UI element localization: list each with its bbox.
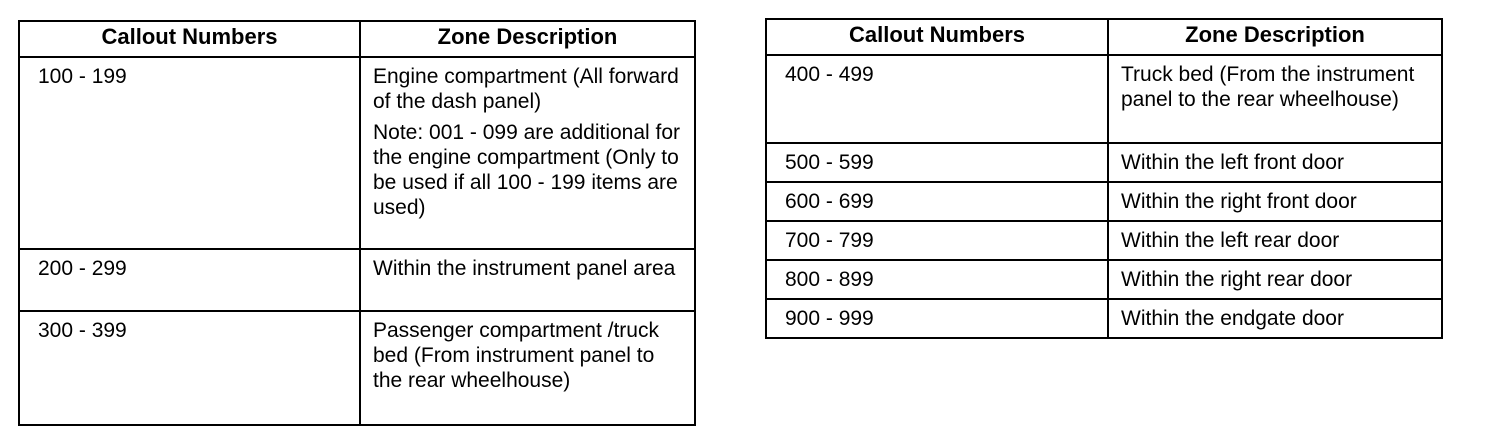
callout-range: 300 - 399 xyxy=(19,311,360,425)
table-row xyxy=(19,57,695,249)
zone-description: Truck bed (From the instrument panel to the rear wheelhouse) xyxy=(1108,55,1442,143)
header-callout-numbers: Callout Numbers xyxy=(766,19,1108,55)
callout-range: 600 - 699 xyxy=(766,182,1108,221)
callout-range: 400 - 499 xyxy=(766,55,1108,143)
zone-description: Passenger compartment /truck bed (From instrument panel to the rear wheelhouse) xyxy=(360,311,695,425)
callout-range: 200 - 299 xyxy=(19,249,360,311)
zone-description: Within the instrument panel area xyxy=(360,249,695,311)
header-callout-numbers: Callout Numbers xyxy=(19,21,360,57)
zone-table-left xyxy=(18,20,696,426)
table-row xyxy=(766,143,1442,182)
zone-description: Within the left rear door xyxy=(1108,221,1442,260)
table-row xyxy=(766,55,1442,143)
callout-range: 800 - 899 xyxy=(766,260,1108,299)
callout-range: 500 - 599 xyxy=(766,143,1108,182)
table-row xyxy=(766,182,1442,221)
header-zone-description: Zone Description xyxy=(1108,19,1442,55)
callout-range: 900 - 999 xyxy=(766,299,1108,338)
zone-description: Within the left front door xyxy=(1108,143,1442,182)
table-row xyxy=(19,249,695,311)
table-row xyxy=(766,299,1442,338)
table-row xyxy=(766,260,1442,299)
zone-description: Within the right front door xyxy=(1108,182,1442,221)
table-row xyxy=(19,311,695,425)
callout-range: 700 - 799 xyxy=(766,221,1108,260)
zone-description-text: Engine compartment (All forward of the dash panel) xyxy=(373,65,679,113)
table-row xyxy=(766,221,1442,260)
zone-description: Within the right rear door xyxy=(1108,260,1442,299)
zone-description: Within the endgate door xyxy=(1108,299,1442,338)
zone-description xyxy=(360,57,695,249)
callout-range: 100 - 199 xyxy=(19,57,360,249)
table-header-row xyxy=(19,21,695,57)
header-zone-description: Zone Description xyxy=(360,21,695,57)
zone-table-right xyxy=(765,18,1443,339)
zone-note: Note: 001 - 099 are additional for the engine compartment (Only to be used if all 100 - 199 items are used) xyxy=(373,121,681,219)
table-header-row xyxy=(766,19,1442,55)
